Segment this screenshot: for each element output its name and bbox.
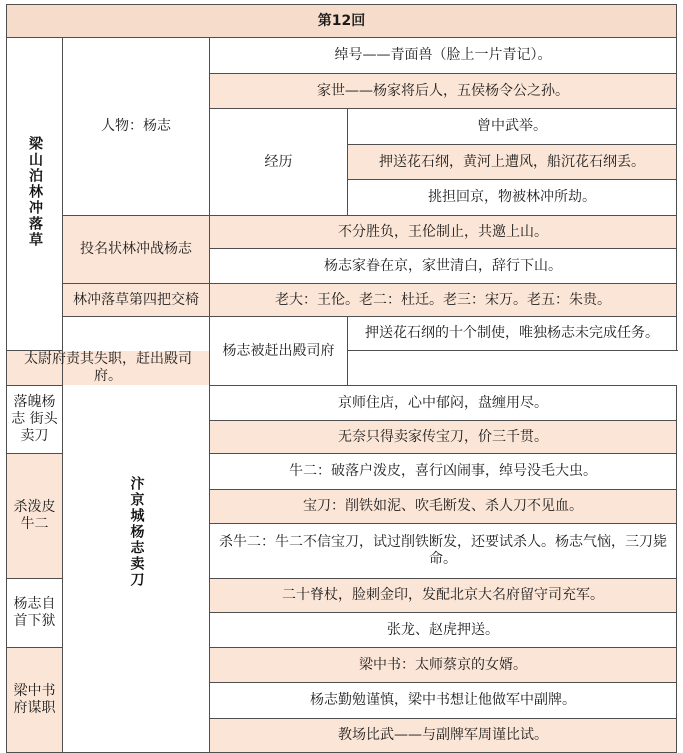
entry: 曾中武举。 — [348, 109, 677, 145]
entry: 京师住店，心中郁闷，盘缠用尽。 — [210, 386, 677, 421]
entry: 杨志勤勉谨慎，梁中书想让他做军中副牌。 — [210, 683, 677, 719]
entry: 绰号——青面兽（脸上一片青记）。 — [210, 38, 677, 74]
entry: 押送花石纲的十个制使，唯独杨志未完成任务。 — [348, 317, 677, 351]
subtopic-label: 经历 — [210, 109, 348, 216]
topic-label: 落魄杨志 街头卖刀 — [7, 386, 63, 454]
topic-label: 投名状林冲战杨志 — [63, 216, 210, 284]
entry: 不分胜负，王伦制止，共邀上山。 — [210, 216, 677, 249]
entry: 太尉府责其失职，赶出殿司府。 — [7, 351, 210, 386]
entry: 老大：王伦。老二：杜迁。老三：宋万。老五：朱贵。 — [210, 284, 677, 317]
topic-label: 杨志自首下狱 — [7, 579, 63, 648]
topic-label: 梁中书府谋职 — [7, 648, 63, 753]
entry: 宝刀：削铁如泥、吹毛断发、杀人刀不见血。 — [210, 490, 677, 524]
entry: 牛二：破落户泼皮，喜行凶闹事，绰号没毛大虫。 — [210, 454, 677, 490]
chapter-summary-table — [6, 4, 677, 753]
entry: 押送花石纲，黄河上遭风，船沉花石纲丢。 — [348, 145, 677, 180]
topic-label: 林冲落草第四把交椅 — [63, 284, 210, 317]
entry: 家世——杨家将后人，五侯杨令公之孙。 — [210, 74, 677, 109]
topic-label: 杀泼皮牛二 — [7, 454, 63, 579]
entry: 杀牛二：牛二不信宝刀，试过削铁断发，还要试杀人。杨志气恼，三刀毙命。 — [210, 524, 677, 579]
entry: 教场比武——与副牌军周谨比试。 — [210, 719, 677, 753]
section-title: 汴京城杨志卖刀 — [63, 317, 210, 753]
topic-label: 杨志被赶出殿司府 — [210, 317, 348, 386]
entry: 梁中书：太师蔡京的女婿。 — [210, 648, 677, 683]
entry: 张龙、赵虎押送。 — [210, 613, 677, 648]
chapter-title: 第12回 — [7, 5, 677, 38]
topic-label: 人物：杨志 — [63, 38, 210, 216]
entry: 杨志家眷在京，家世清白，辞行下山。 — [210, 249, 677, 284]
entry: 无奈只得卖家传宝刀，价三千贯。 — [210, 421, 677, 454]
entry: 二十脊杖，脸刺金印，发配北京大名府留守司充军。 — [210, 579, 677, 613]
entry: 挑担回京，物被林冲所劫。 — [348, 180, 677, 216]
section-title: 梁山泊林冲落草 — [7, 38, 63, 351]
